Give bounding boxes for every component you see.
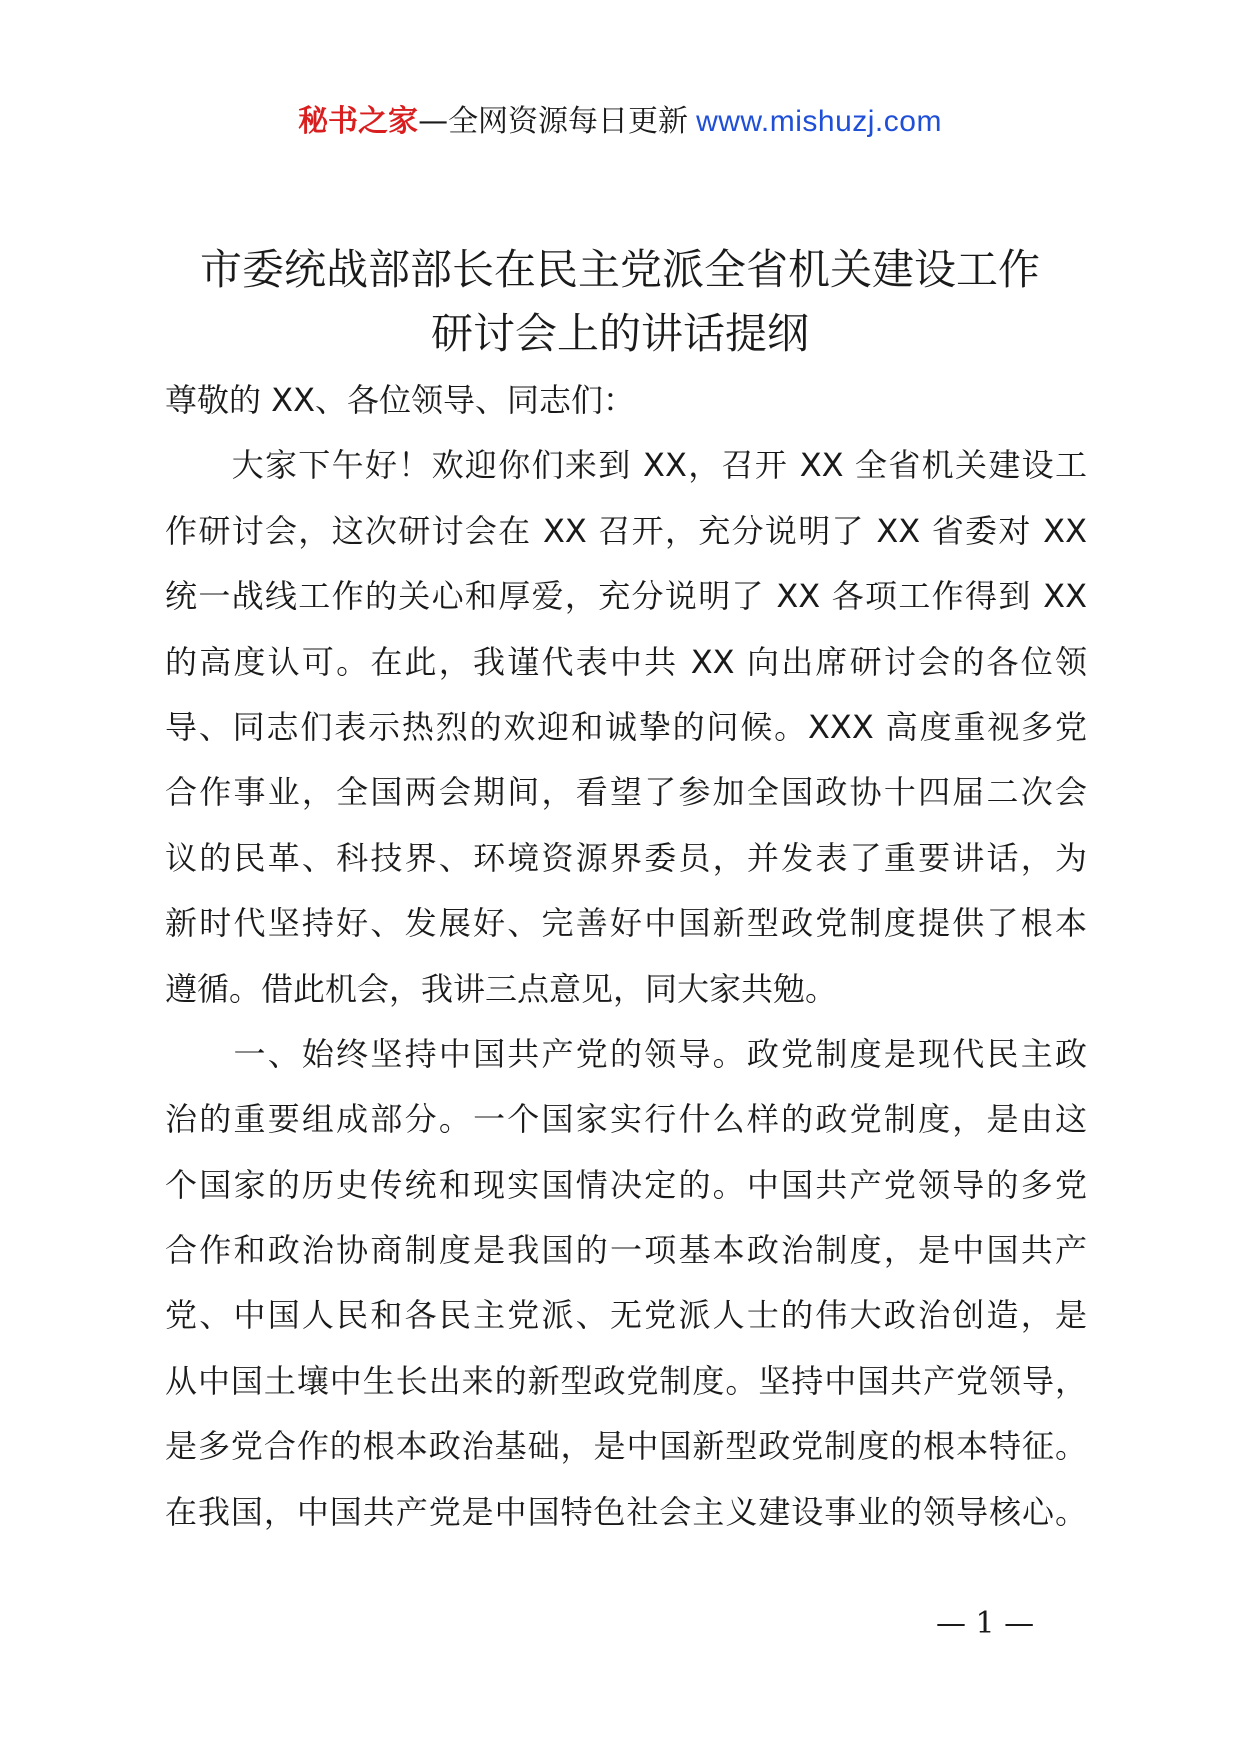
body-line: 统一战线工作的关心和厚爱，充分说明了 XX 各项工作得到 XX: [165, 577, 1087, 616]
body-line: 在我国，中国共产党是中国特色社会主义建设事业的领导核心。: [165, 1492, 1087, 1531]
salutation-line: 尊敬的 XX、各位领导、同志们：: [165, 381, 636, 419]
site-banner: [0, 98, 1240, 146]
body-line: 合作和政治协商制度是我国的一项基本政治制度，是中国共产: [165, 1231, 1087, 1270]
site-tagline: —全网资源每日更新: [418, 104, 689, 139]
site-url-link[interactable]: www.mishuzj.com: [696, 105, 942, 138]
title-line-2: 研讨会上的讲话提纲: [430, 309, 809, 358]
document-title: [150, 238, 1090, 366]
body-line: 新时代坚持好、发展好、完善好中国新型政党制度提供了根本: [165, 904, 1087, 943]
body-line: 党、中国人民和各民主党派、无党派人士的伟大政治创造，是: [165, 1296, 1087, 1335]
body-line: 议的民革、科技界、环境资源界委员，并发表了重要讲话，为: [165, 838, 1087, 877]
section-heading-line: 一、始终坚持中国共产党的领导。政党制度是现代民主政: [165, 1034, 1087, 1073]
body-line: 导、同志们表示热烈的欢迎和诚挚的问候。XXX 高度重视多党: [165, 707, 1087, 746]
title-line-1: 市委统战部部长在民主党派全省机关建设工作: [199, 245, 1040, 294]
body-line: 从中国土壤中生长出来的新型政党制度。坚持中国共产党领导，: [165, 1361, 1087, 1400]
body-line: 治的重要组成部分。一个国家实行什么样的政党制度，是由这: [165, 1100, 1087, 1139]
body-line: 作研讨会，这次研讨会在 XX 召开，充分说明了 XX 省委对 XX: [165, 511, 1087, 550]
body-line: 大家下午好！欢迎你们来到 XX，召开 XX 全省机关建设工: [165, 446, 1087, 485]
body-line: 的高度认可。在此，我谨代表中共 XX 向出席研讨会的各位领: [165, 642, 1087, 681]
site-brand: 秘书之家: [298, 104, 419, 139]
body-line: 个国家的历史传统和现实国情决定的。中国共产党领导的多党: [165, 1165, 1087, 1204]
document-body: [165, 368, 1087, 1545]
body-line: 是多党合作的根本政治基础，是中国新型政党制度的根本特征。: [165, 1427, 1087, 1466]
body-line: 遵循。借此机会，我讲三点意见，同大家共勉。: [165, 969, 838, 1008]
page-number: — 1 —: [936, 1606, 1035, 1641]
body-line: 合作事业，全国两会期间，看望了参加全国政协十四届二次会: [165, 773, 1087, 812]
